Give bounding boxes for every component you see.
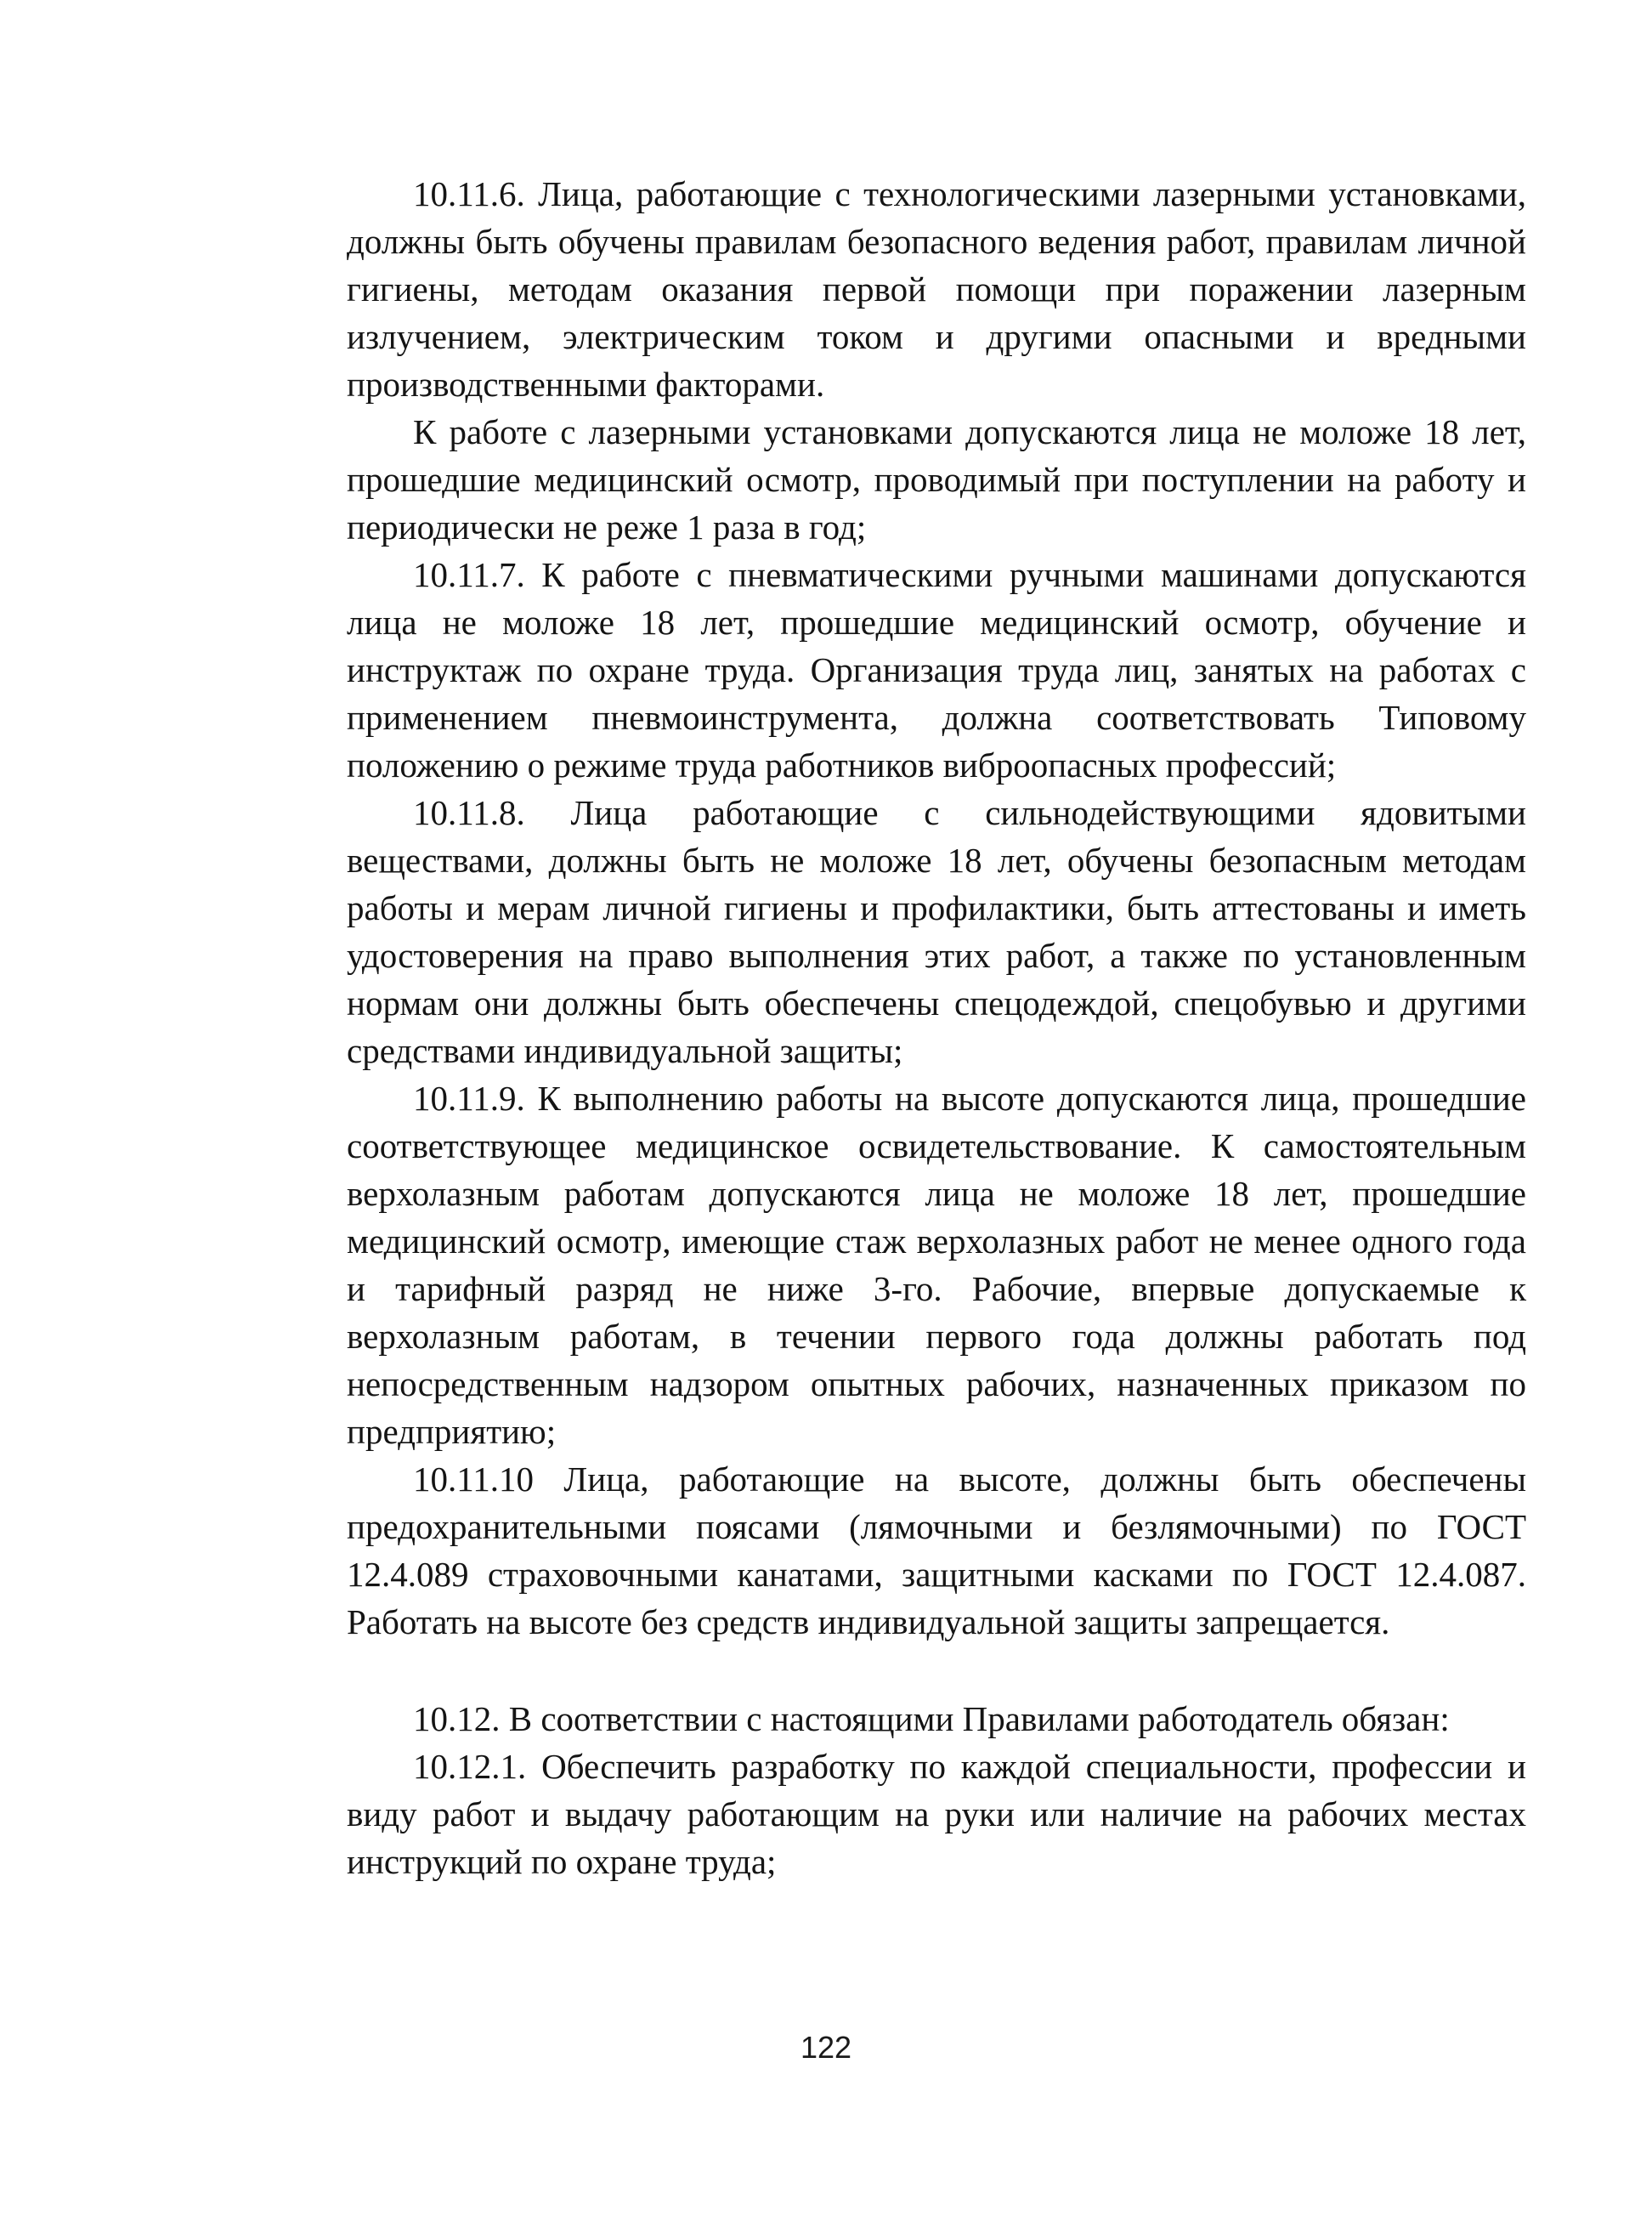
- body-text: [347, 170, 1526, 1885]
- paragraph-laser-admission: К работе с лазерными установками допускаются лица не моложе 18 лет, прошедшие медицинский осмотр, проводимый при поступлении на работу и периодически не реже 1 раза в год;: [347, 412, 1526, 547]
- section-gap: [347, 1646, 1526, 1695]
- page-number: 122: [800, 2030, 852, 2065]
- paragraph-10-11-9: 10.11.9. К выполнению работы на высоте допускаются лица, прошедшие соответствующее медицинское освидетельствование. К самостоятельным верхолазным работам допускаются лица не моложе 18 лет, прошедшие медицинский осмотр, имеющие стаж верхолазных работ не менее одного года и тарифный разряд не ниже 3-го. Рабочие, впервые допускаемые к верхолазным работам, в течении первого года должны работать под непосредственным надзором опытных рабочих, назначенных приказом по предприятию;: [347, 1079, 1526, 1451]
- paragraph-10-11-7: 10.11.7. К работе с пневматическими ручными машинами допускаются лица не моложе 18 лет, прошедшие медицинский осмотр, обучение и инструктаж по охране труда. Организация труда лиц, занятых на работах с применением пневмоинструмента, должна соответствовать Типовому положению о режиме труда работников виброопасных профессий;: [347, 555, 1526, 785]
- paragraph-10-11-10: 10.11.10 Лица, работающие на высоте, должны быть обеспечены предохранительными поясами (лямочными и безлямочными) по ГОСТ 12.4.089 страховочными канатами, защитными касками по ГОСТ 12.4.087. Работать на высоте без средств индивидуальной защиты запрещается.: [347, 1459, 1526, 1641]
- paragraph-10-11-6: 10.11.6. Лица, работающие с технологическими лазерными установками, должны быть обучены правилам безопасного ведения работ, правилам личной гигиены, методам оказания первой помощи при поражении лазерным излучением, электрическим током и другими опасными и вредными производственными факторами.: [347, 174, 1526, 404]
- paragraph-10-11-8: 10.11.8. Лица работающие с сильнодействующими ядовитыми веществами, должны быть не моложе 18 лет, обучены безопасным методам работы и мерам личной гигиены и профилактики, быть аттестованы и иметь удостоверения на право выполнения этих работ, а также по установленным нормам они должны быть обеспечены спецодеждой, спецобувью и другими средствами индивидуальной защиты;: [347, 793, 1526, 1070]
- paragraph-10-12-1: 10.12.1. Обеспечить разработку по каждой специальности, профессии и виду работ и выдачу работающим на руки или наличие на рабочих местах инструкций по охране труда;: [347, 1747, 1526, 1881]
- paragraph-10-12: 10.12. В соответствии с настоящими Правилами работодатель обязан:: [413, 1699, 1450, 1738]
